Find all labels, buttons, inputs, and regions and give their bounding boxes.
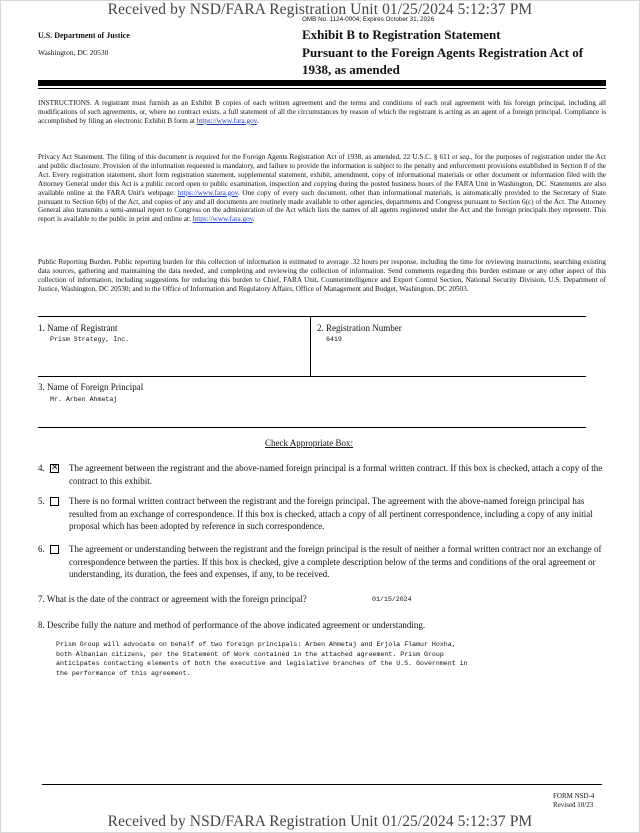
checkmark-x-icon: ✕	[51, 463, 59, 473]
fields-middle-rule	[38, 376, 586, 377]
registrant-value[interactable]: Prism Strategy, Inc.	[50, 336, 130, 343]
received-stamp-top: Received by NSD/FARA Registration Unit 01/25/2024 5:12:37 PM	[107, 1, 533, 18]
privacy-paragraph	[38, 153, 606, 224]
item-6-checkbox[interactable]	[50, 545, 59, 554]
privacy-text-b: , for the purposes of registration under the Act and public disclosure. Provision of the information requested is mandatory, and failure to provide the information is subject to the penalty and enforcement provisions established in Section 8 of the Act. Every registration statement, short form registration statement, supplemental statement, exhibit, amendment, copy of informational materials or other document or information filed with the Attorney General under this Act is a public record open to public examination, inspection and copying during the posted business hours of the FARA Unit in Washington, DC. Statements are also available online at the FARA Unit's webpage:	[38, 153, 607, 197]
privacy-link-1[interactable]: https://www.fara.gov	[177, 188, 238, 197]
item-6-number: 6.	[38, 544, 45, 554]
privacy-text-a: Privacy Act Statement. The filing of this document is required for the Foreign Agents Registration Act of 1938, as amended, 22 U.S.C. § 611	[38, 153, 451, 161]
registration-number-value[interactable]: 6419	[326, 336, 342, 343]
instructions-paragraph	[38, 99, 606, 126]
privacy-text-c: . One copy of every such document, other than informational materials, is automatically provided to the Secretary of State pursuant to Section 6(b) of the Act, and copies of any and all documents are routinely made available to other agencies, departments and Congress pursuant to Section 6(c) of the Act. The Attorney General also transmits a semi-annual report to Congress on the administration of the Act which lists the names of all agents registered under the Act and the foreign principals they represent. This report is available to the public in print and online at:	[38, 188, 606, 224]
instructions-end: .	[256, 116, 259, 125]
form-title-line1: Exhibit B to Registration Statement	[302, 27, 501, 42]
foreign-principal-label: 3. Name of Foreign Principal	[38, 382, 144, 392]
foreign-principal-value[interactable]: Mr. Arben Ahmetaj	[50, 396, 118, 403]
agency-address: Washington, DC 20530	[38, 48, 109, 57]
item-6-text: The agreement or understanding between the registrant and the foreign principal is the result of neither a formal written contract nor an exchange of correspondence between the parties. If this box is checked, give a complete description below of the terms and conditions of the oral agreement or understanding, its duration, the fees and expenses, if any, to be received.	[69, 544, 602, 579]
form-title-line2: Pursuant to the Foreign Agents Registration Act of	[302, 44, 584, 60]
fields-divider	[310, 316, 311, 376]
form-number: FORM NSD-4	[553, 792, 595, 800]
registration-number-label: 2. Registration Number	[317, 323, 402, 333]
item-4-checkbox[interactable]	[50, 464, 59, 473]
omb-number: OMB No. 1124-0004; Expires October 31, 2026	[302, 16, 435, 23]
item-4-number: 4.	[38, 463, 45, 473]
item-5-number: 5.	[38, 496, 45, 506]
check-box-title: Check Appropriate Box:	[265, 438, 353, 448]
agency-name: U.S. Department of Justice	[38, 31, 130, 40]
instructions-link[interactable]: https://www.fara.gov	[196, 116, 257, 125]
privacy-end: .	[252, 215, 255, 224]
question-7-answer[interactable]: 01/15/2024	[372, 596, 412, 603]
item-5-checkbox[interactable]	[50, 497, 59, 506]
header-rule-thick	[38, 80, 606, 86]
privacy-link-2[interactable]: https://www.fara.gov	[192, 215, 253, 224]
form-title	[302, 26, 622, 79]
form-revision: Revised 10/23	[553, 801, 594, 809]
registrant-label: 1. Name of Registrant	[38, 323, 118, 333]
instructions-text: INSTRUCTIONS. A registrant must furnish as an Exhibit B copies of each written agreement and the terms and conditions of each oral agreement with his foreign principal, including all modifications of such agreements, or, where no contract exists, a full statement of all the circumstances by reason of which the registrant is acting as an agent of a foreign principal. Compliance is accomplished by filing an electronic Exhibit B form at	[38, 99, 606, 125]
fields-top-rule	[38, 316, 586, 317]
header-rule-thin	[38, 88, 606, 89]
question-7: 7. What is the date of the contract or agreement with the foreign principal?	[38, 594, 307, 604]
received-stamp-bottom: Received by NSD/FARA Registration Unit 01/25/2024 5:12:37 PM	[107, 813, 533, 830]
item-5-text: There is no formal written contract between the registrant and the foreign principal. The agreement with the above-named foreign principal has resulted from an exchange of correspondence. If this box is checked, attach a copy of all pertinent correspondence, including a copy of any initial proposal which has been adopted by reference in such correspondence.	[69, 496, 593, 531]
item-4-text: The agreement between the registrant and the above-named foreign principal is a formal written contract. If this box is checked, attach a copy of the contract to this exhibit.	[69, 463, 603, 486]
form-title-line3: 1938, as amended	[302, 62, 400, 77]
fields-bottom-rule	[38, 427, 586, 428]
footer-rule	[42, 784, 602, 785]
question-8-answer[interactable]: Prism Group will advocate on behalf of two foreign principals: Arben Ahmetaj and Erjola Flamur Hoxha, both Albanian citizens, per the Statement of Work contained in the attached agreement. Prism Group anticipates contacting elements of both the executive and legislative branches of the U.S. Government in the performance of this agreement.	[56, 641, 468, 677]
form-id	[553, 792, 594, 810]
privacy-italic: et seq.	[452, 153, 471, 161]
question-8: 8. Describe fully the nature and method of performance of the above indicated agreement or understanding.	[38, 620, 426, 630]
burden-paragraph: Public Reporting Burden. Public reporting burden for this collection of information is estimated to average .32 hours per response, including the time for reviewing instructions, searching existing data sources, gathering and maintaining the data needed, and completing and reviewing the collection of information. Send comments regarding this burden estimate or any other aspect of this collection of information, including suggestions for reducing this burden to Chief, FARA Unit, Counterintelligence and Export Control Section, National Security Division, U.S. Department of Justice, Washington, DC 20530; and to the Office of Information and Regulatory Affairs, Office of Management and Budget, Washington, DC 20503.	[38, 258, 606, 293]
